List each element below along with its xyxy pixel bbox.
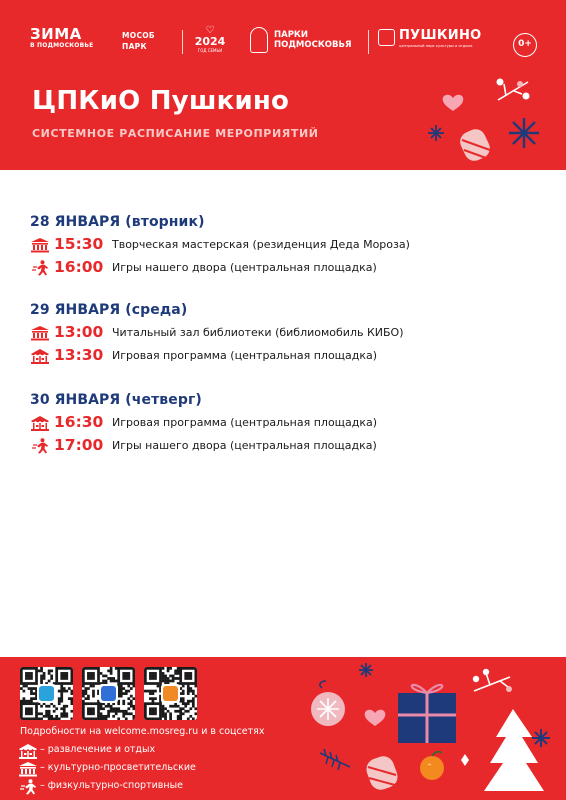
qr-code-ok[interactable] xyxy=(144,667,197,720)
ornament-decoration xyxy=(311,681,345,726)
event-name: Игровая программа (центральная площадка) xyxy=(112,349,378,362)
event-row xyxy=(30,412,540,435)
event-name: Читальный зал библиотеки (библиомобиль КИБО) xyxy=(112,326,404,339)
event-time: 13:00 xyxy=(54,323,104,341)
legend-item xyxy=(18,778,298,796)
parki-emblem-icon xyxy=(250,27,268,53)
qr-code-telegram[interactable] xyxy=(20,667,73,720)
sparkle-decoration xyxy=(461,754,469,766)
mitten-decoration xyxy=(457,126,493,164)
year-logo-text: 2024 xyxy=(194,35,226,48)
event-time: 15:30 xyxy=(54,235,104,253)
event-row xyxy=(30,345,540,368)
footer xyxy=(0,657,566,800)
snowflake-small-decoration xyxy=(532,729,550,747)
page-title: ЦПКиО Пушкино xyxy=(32,86,290,116)
parki-line1: ПАРКИ xyxy=(274,30,308,40)
runner-icon xyxy=(30,260,50,276)
legend-label: – физкультурно-спортивные xyxy=(40,780,183,791)
legend-label: – развлечение и отдых xyxy=(40,744,156,755)
page-subtitle: СИСТЕМНОЕ РАСПИСАНИЕ МЕРОПРИЯТИЙ xyxy=(32,127,319,140)
zima-logo xyxy=(30,26,100,49)
day-block xyxy=(30,390,540,458)
mosobpark-line2: ПАРК xyxy=(122,42,147,51)
event-row xyxy=(30,234,540,257)
year-logo-subtitle: ГОД СЕМЬИ xyxy=(197,48,223,53)
header xyxy=(0,0,566,170)
day-date: 29 ЯНВАРЯ (среда) xyxy=(30,302,188,318)
ok-icon xyxy=(161,684,180,703)
mitten-decoration xyxy=(363,753,400,793)
heart-decoration xyxy=(443,95,464,111)
carousel-icon xyxy=(30,348,50,364)
runner-icon xyxy=(30,438,50,454)
zima-logo-subtitle: В ПОДМОСКОВЬЕ xyxy=(30,42,94,49)
day-date: 30 ЯНВАРЯ (четверг) xyxy=(30,392,202,408)
event-name: Игры нашего двора (центральная площадка) xyxy=(112,439,377,452)
event-name: Игры нашего двора (центральная площадка) xyxy=(112,261,377,274)
day-block xyxy=(30,300,540,390)
partner-logos xyxy=(0,22,566,62)
legend xyxy=(18,742,298,796)
legend-label: – культурно-просветительские xyxy=(40,762,196,773)
berry-branch-decoration xyxy=(474,673,510,691)
carousel-icon xyxy=(18,743,36,757)
gift-box-decoration xyxy=(398,685,456,743)
museum-icon xyxy=(30,325,50,341)
pine-sprig-decoration xyxy=(320,749,350,770)
year-of-family-logo xyxy=(191,25,229,54)
pushkino-emblem-icon xyxy=(378,29,395,46)
day-block xyxy=(30,212,540,300)
event-row xyxy=(30,435,540,458)
christmas-tree-decoration xyxy=(484,709,544,791)
event-name: Творческая мастерская (резиденция Деда Мороза) xyxy=(112,238,410,251)
snowflake-decoration xyxy=(509,118,539,148)
runner-icon xyxy=(18,779,36,793)
heart-icon: ♡ xyxy=(205,25,215,36)
age-rating-badge: 0+ xyxy=(513,33,537,57)
parki-line2: ПОДМОСКОВЬЯ xyxy=(274,40,352,50)
zima-logo-title: ЗИМА xyxy=(30,25,82,43)
carousel-icon xyxy=(30,415,50,431)
event-row xyxy=(30,322,540,345)
event-row xyxy=(30,257,540,280)
logo-divider xyxy=(368,30,369,54)
pushkino-park-logo xyxy=(378,27,508,57)
mosobpark-logo xyxy=(122,30,182,52)
heart-decoration xyxy=(365,710,386,726)
snowflake-small-decoration xyxy=(428,125,444,141)
pushkino-logo-subtitle: центральный парк культуры и отдыха xyxy=(399,44,473,48)
qr-code-vk[interactable] xyxy=(82,667,135,720)
event-name: Игровая программа (центральная площадка) xyxy=(112,416,378,429)
mosobpark-line1: МОСОБ xyxy=(122,31,155,40)
legend-item xyxy=(18,760,298,778)
museum-icon xyxy=(18,761,36,775)
legend-item xyxy=(18,742,298,760)
event-time: 16:30 xyxy=(54,413,104,431)
telegram-icon xyxy=(37,684,56,703)
event-time: 17:00 xyxy=(54,436,104,454)
event-time: 16:00 xyxy=(54,258,104,276)
vk-icon xyxy=(99,684,118,703)
orange-decoration xyxy=(420,752,444,780)
event-time: 13:30 xyxy=(54,346,104,364)
snowflake-decoration xyxy=(359,663,373,677)
schedule xyxy=(30,212,540,458)
pushkino-logo-title: ПУШКИНО xyxy=(399,28,482,43)
museum-icon xyxy=(30,237,50,253)
day-date: 28 ЯНВАРЯ (вторник) xyxy=(30,214,205,230)
parki-podmoskovya-logo xyxy=(250,25,360,59)
details-link-text[interactable]: Подробности на welcome.mosreg.ru и в соцсетях xyxy=(20,726,265,737)
logo-divider xyxy=(182,30,183,54)
